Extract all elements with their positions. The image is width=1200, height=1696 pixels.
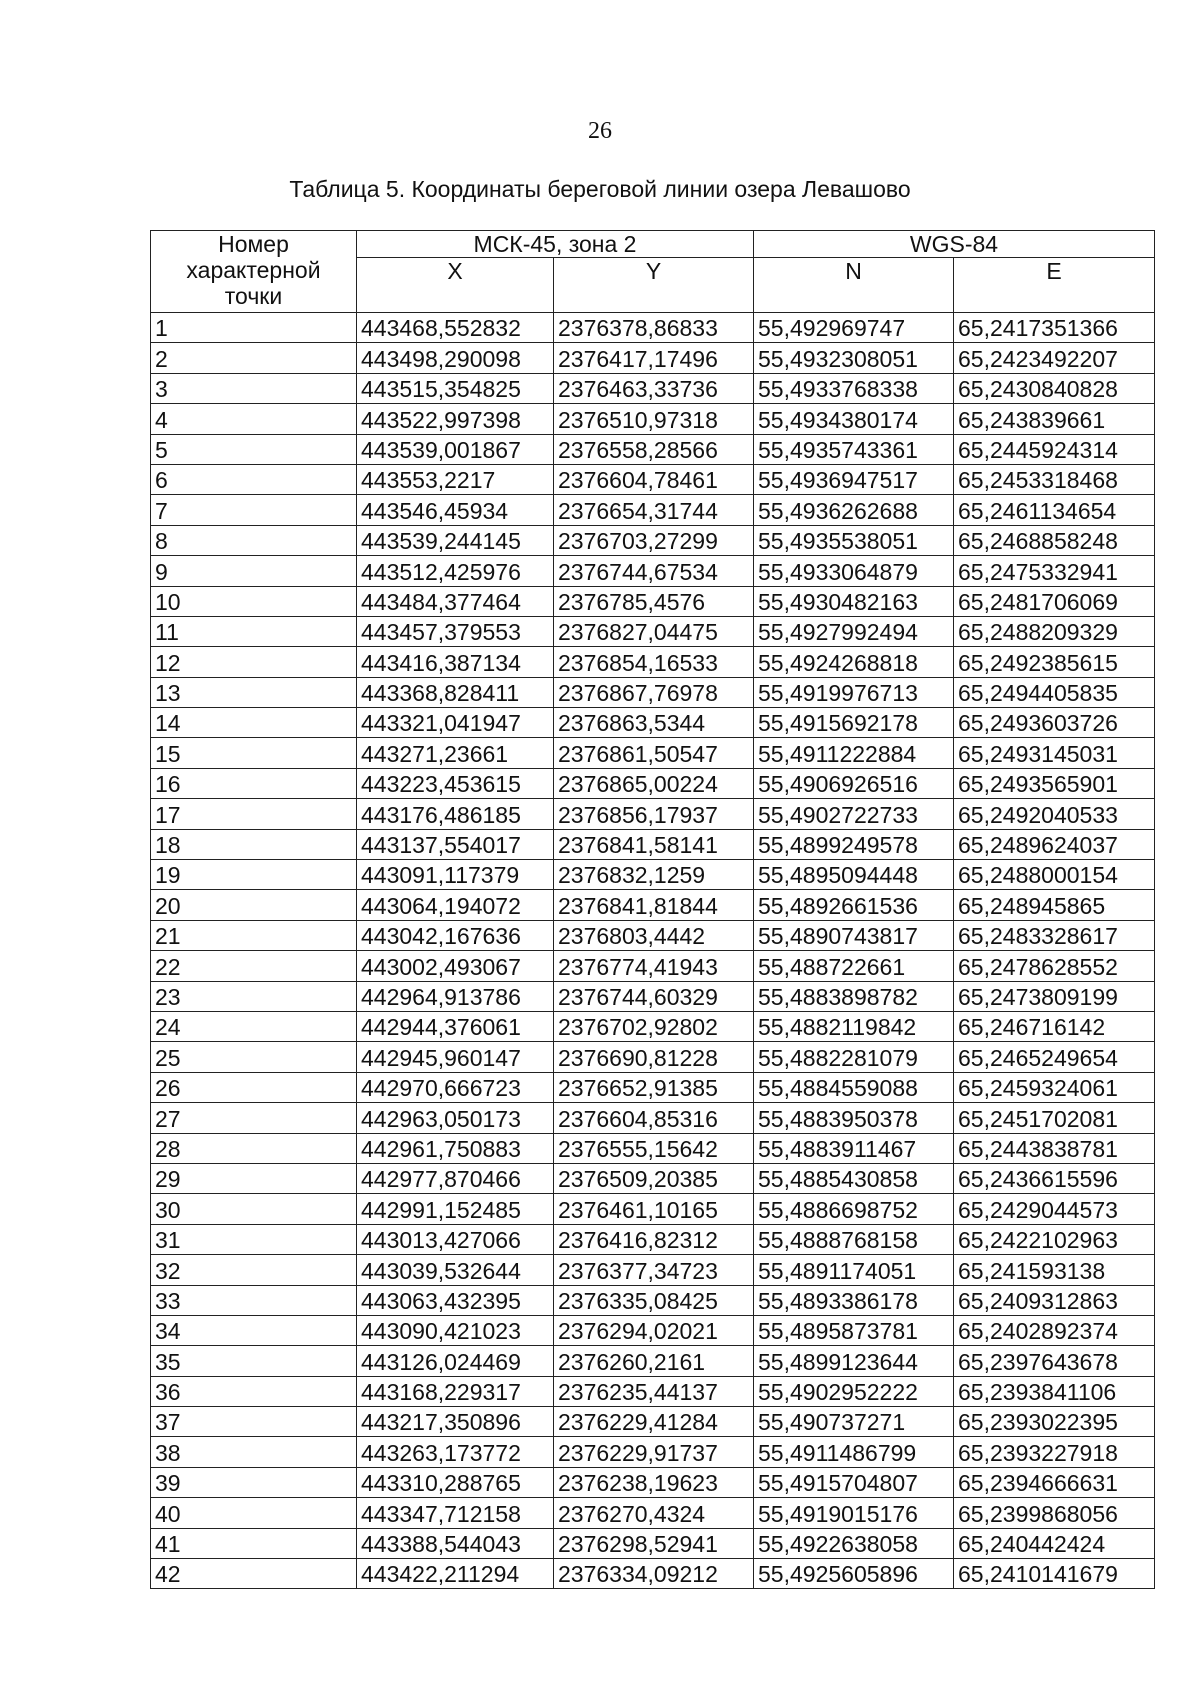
point-number-cell: 22 [151,951,357,981]
e-cell: 65,240442424 [954,1528,1155,1558]
table-row [151,1528,1155,1558]
y-cell: 2376832,1259 [554,860,754,890]
e-cell: 65,2402892374 [954,1315,1155,1345]
e-cell: 65,2494405835 [954,677,1155,707]
point-number-cell: 8 [151,525,357,555]
e-cell: 65,2393022395 [954,1407,1155,1437]
table-row [151,1011,1155,1041]
point-number-cell: 3 [151,373,357,403]
table-row [151,343,1155,373]
x-cell: 443176,486185 [357,799,554,829]
table-row [151,1133,1155,1163]
table-row [151,464,1155,494]
n-cell: 55,4927992494 [754,616,954,646]
y-cell: 2376803,4442 [554,920,754,950]
point-number-cell: 1 [151,313,357,343]
y-cell: 2376703,27299 [554,525,754,555]
n-cell: 55,4888768158 [754,1224,954,1254]
point-number-cell: 15 [151,738,357,768]
x-cell: 443013,427066 [357,1224,554,1254]
x-cell: 443126,024469 [357,1346,554,1376]
table-row [151,799,1155,829]
table-row [151,981,1155,1011]
point-number-cell: 6 [151,464,357,494]
table-row [151,920,1155,950]
n-cell: 55,4911486799 [754,1437,954,1467]
table-row [151,1376,1155,1406]
point-number-cell: 24 [151,1011,357,1041]
x-cell: 442970,666723 [357,1072,554,1102]
n-cell: 55,4883898782 [754,981,954,1011]
table-row [151,1346,1155,1376]
n-cell: 55,4933064879 [754,556,954,586]
e-cell: 65,2459324061 [954,1072,1155,1102]
e-cell: 65,2461134654 [954,495,1155,525]
y-cell: 2376604,85316 [554,1103,754,1133]
coordinates-table [150,230,1155,1589]
point-number-cell: 7 [151,495,357,525]
n-cell: 55,4895094448 [754,860,954,890]
table-row [151,1042,1155,1072]
n-cell: 55,4895873781 [754,1315,954,1345]
n-cell: 55,4936947517 [754,464,954,494]
y-cell: 2376260,2161 [554,1346,754,1376]
x-cell: 443137,554017 [357,829,554,859]
y-cell: 2376298,52941 [554,1528,754,1558]
point-number-cell: 19 [151,860,357,890]
header-x: X [357,258,554,313]
y-cell: 2376378,86833 [554,313,754,343]
n-cell: 55,4883911467 [754,1133,954,1163]
e-cell: 65,2493145031 [954,738,1155,768]
y-cell: 2376510,97318 [554,404,754,434]
x-cell: 443217,350896 [357,1407,554,1437]
point-number-cell: 33 [151,1285,357,1315]
point-number-cell: 37 [151,1407,357,1437]
y-cell: 2376463,33736 [554,373,754,403]
point-number-cell: 36 [151,1376,357,1406]
n-cell: 55,4906926516 [754,768,954,798]
point-number-cell: 41 [151,1528,357,1558]
table-row [151,647,1155,677]
y-cell: 2376555,15642 [554,1133,754,1163]
e-cell: 65,2488209329 [954,616,1155,646]
point-number-cell: 5 [151,434,357,464]
point-number-cell: 14 [151,708,357,738]
table-row [151,434,1155,464]
x-cell: 443515,354825 [357,373,554,403]
point-number-cell: 27 [151,1103,357,1133]
header-n: N [754,258,954,313]
y-cell: 2376335,08425 [554,1285,754,1315]
n-cell: 55,4883950378 [754,1103,954,1133]
y-cell: 2376238,19623 [554,1467,754,1497]
e-cell: 65,2493565901 [954,768,1155,798]
x-cell: 443368,828411 [357,677,554,707]
n-cell: 55,492969747 [754,313,954,343]
n-cell: 55,4934380174 [754,404,954,434]
point-number-cell: 29 [151,1163,357,1193]
x-cell: 443263,173772 [357,1437,554,1467]
e-cell: 65,2478628552 [954,951,1155,981]
x-cell: 443522,997398 [357,404,554,434]
x-cell: 443546,45934 [357,495,554,525]
e-cell: 65,2492040533 [954,799,1155,829]
e-cell: 65,2429044573 [954,1194,1155,1224]
table-row [151,1103,1155,1133]
n-cell: 55,4915704807 [754,1467,954,1497]
x-cell: 442961,750883 [357,1133,554,1163]
table-row [151,951,1155,981]
n-cell: 55,4902722733 [754,799,954,829]
e-cell: 65,2443838781 [954,1133,1155,1163]
y-cell: 2376841,81844 [554,890,754,920]
x-cell: 443388,544043 [357,1528,554,1558]
n-cell: 55,4911222884 [754,738,954,768]
n-cell: 55,490737271 [754,1407,954,1437]
point-number-cell: 40 [151,1498,357,1528]
e-cell: 65,2475332941 [954,556,1155,586]
n-cell: 55,4899123644 [754,1346,954,1376]
table-row [151,313,1155,343]
point-number-cell: 17 [151,799,357,829]
table-row [151,677,1155,707]
point-number-cell: 39 [151,1467,357,1497]
y-cell: 2376867,76978 [554,677,754,707]
n-cell: 55,4935743361 [754,434,954,464]
y-cell: 2376461,10165 [554,1194,754,1224]
n-cell: 55,4886698752 [754,1194,954,1224]
header-e: E [954,258,1155,313]
y-cell: 2376841,58141 [554,829,754,859]
e-cell: 65,2473809199 [954,981,1155,1011]
point-number-cell: 34 [151,1315,357,1345]
e-cell: 65,241593138 [954,1255,1155,1285]
e-cell: 65,2399868056 [954,1498,1155,1528]
e-cell: 65,2492385615 [954,647,1155,677]
x-cell: 443539,001867 [357,434,554,464]
table-row [151,1498,1155,1528]
table-row [151,616,1155,646]
n-cell: 55,4891174051 [754,1255,954,1285]
e-cell: 65,2481706069 [954,586,1155,616]
x-cell: 442964,913786 [357,981,554,1011]
x-cell: 442977,870466 [357,1163,554,1193]
header-point-number: Номер характерной точки [151,231,357,313]
n-cell: 55,4882281079 [754,1042,954,1072]
y-cell: 2376702,92802 [554,1011,754,1041]
x-cell: 442944,376061 [357,1011,554,1041]
point-number-cell: 12 [151,647,357,677]
point-number-cell: 13 [151,677,357,707]
table-row [151,495,1155,525]
e-cell: 65,248945865 [954,890,1155,920]
y-cell: 2376416,82312 [554,1224,754,1254]
y-cell: 2376774,41943 [554,951,754,981]
x-cell: 442963,050173 [357,1103,554,1133]
n-cell: 55,4915692178 [754,708,954,738]
n-cell: 55,4884559088 [754,1072,954,1102]
x-cell: 443091,117379 [357,860,554,890]
n-cell: 55,4925605896 [754,1559,954,1589]
n-cell: 55,4892661536 [754,890,954,920]
e-cell: 65,2410141679 [954,1559,1155,1589]
point-number-cell: 9 [151,556,357,586]
header-msk45-zone2: МСК-45, зона 2 [357,231,754,258]
table-row [151,1163,1155,1193]
table-row [151,829,1155,859]
point-number-cell: 23 [151,981,357,1011]
table-row [151,586,1155,616]
x-cell: 443039,532644 [357,1255,554,1285]
table-row [151,708,1155,738]
x-cell: 443321,041947 [357,708,554,738]
x-cell: 443310,288765 [357,1467,554,1497]
point-number-cell: 20 [151,890,357,920]
y-cell: 2376558,28566 [554,434,754,464]
point-number-cell: 26 [151,1072,357,1102]
x-cell: 443457,379553 [357,616,554,646]
e-cell: 65,2493603726 [954,708,1155,738]
e-cell: 65,2422102963 [954,1224,1155,1254]
n-cell: 55,4902952222 [754,1376,954,1406]
table-row [151,525,1155,555]
table-row [151,1224,1155,1254]
y-cell: 2376854,16533 [554,647,754,677]
table-body [151,313,1155,1589]
point-number-cell: 18 [151,829,357,859]
x-cell: 443539,244145 [357,525,554,555]
e-cell: 65,2417351366 [954,313,1155,343]
header-y: Y [554,258,754,313]
point-number-cell: 42 [151,1559,357,1589]
e-cell: 65,2488000154 [954,860,1155,890]
e-cell: 65,2393227918 [954,1437,1155,1467]
x-cell: 443042,167636 [357,920,554,950]
x-cell: 443168,229317 [357,1376,554,1406]
y-cell: 2376861,50547 [554,738,754,768]
table-title: Таблица 5. Координаты береговой линии озера Левашово [289,176,911,202]
table-row [151,738,1155,768]
e-cell: 65,2397643678 [954,1346,1155,1376]
e-cell: 65,2445924314 [954,434,1155,464]
y-cell: 2376229,91737 [554,1437,754,1467]
table-row [151,1437,1155,1467]
x-cell: 443063,432395 [357,1285,554,1315]
table-row [151,1285,1155,1315]
y-cell: 2376229,41284 [554,1407,754,1437]
x-cell: 443553,2217 [357,464,554,494]
n-cell: 55,4924268818 [754,647,954,677]
x-cell: 443468,552832 [357,313,554,343]
y-cell: 2376865,00224 [554,768,754,798]
page-number: 26 [588,118,612,144]
table-row [151,1559,1155,1589]
point-number-cell: 11 [151,616,357,646]
y-cell: 2376294,02021 [554,1315,754,1345]
table-row [151,1072,1155,1102]
y-cell: 2376863,5344 [554,708,754,738]
x-cell: 443064,194072 [357,890,554,920]
point-number-cell: 16 [151,768,357,798]
n-cell: 55,4930482163 [754,586,954,616]
table-row [151,404,1155,434]
y-cell: 2376652,91385 [554,1072,754,1102]
e-cell: 65,2483328617 [954,920,1155,950]
table-row [151,373,1155,403]
y-cell: 2376509,20385 [554,1163,754,1193]
point-number-cell: 32 [151,1255,357,1285]
y-cell: 2376744,67534 [554,556,754,586]
x-cell: 442945,960147 [357,1042,554,1072]
e-cell: 65,246716142 [954,1011,1155,1041]
point-number-cell: 2 [151,343,357,373]
y-cell: 2376235,44137 [554,1376,754,1406]
y-cell: 2376604,78461 [554,464,754,494]
y-cell: 2376654,31744 [554,495,754,525]
e-cell: 65,2409312863 [954,1285,1155,1315]
table-row [151,768,1155,798]
point-number-cell: 21 [151,920,357,950]
y-cell: 2376377,34723 [554,1255,754,1285]
x-cell: 443484,377464 [357,586,554,616]
e-cell: 65,2436615596 [954,1163,1155,1193]
table-row [151,1315,1155,1345]
n-cell: 55,4885430858 [754,1163,954,1193]
n-cell: 55,4932308051 [754,343,954,373]
header-wgs84: WGS-84 [754,231,1155,258]
table-row [151,1407,1155,1437]
table-row [151,890,1155,920]
y-cell: 2376417,17496 [554,343,754,373]
point-number-cell: 31 [151,1224,357,1254]
point-number-cell: 4 [151,404,357,434]
x-cell: 443416,387134 [357,647,554,677]
table-row [151,1467,1155,1497]
e-cell: 65,2453318468 [954,464,1155,494]
y-cell: 2376785,4576 [554,586,754,616]
point-number-cell: 28 [151,1133,357,1163]
n-cell: 55,4933768338 [754,373,954,403]
e-cell: 65,2451702081 [954,1103,1155,1133]
point-number-cell: 25 [151,1042,357,1072]
point-number-cell: 30 [151,1194,357,1224]
n-cell: 55,4922638058 [754,1528,954,1558]
e-cell: 65,2468858248 [954,525,1155,555]
table-row [151,1194,1155,1224]
y-cell: 2376856,17937 [554,799,754,829]
y-cell: 2376690,81228 [554,1042,754,1072]
x-cell: 443271,23661 [357,738,554,768]
e-cell: 65,2465249654 [954,1042,1155,1072]
e-cell: 65,2423492207 [954,343,1155,373]
n-cell: 55,4882119842 [754,1011,954,1041]
table-row [151,860,1155,890]
table-row [151,556,1155,586]
e-cell: 65,243839661 [954,404,1155,434]
n-cell: 55,4919976713 [754,677,954,707]
x-cell: 443498,290098 [357,343,554,373]
x-cell: 443422,211294 [357,1559,554,1589]
n-cell: 55,4919015176 [754,1498,954,1528]
n-cell: 55,4899249578 [754,829,954,859]
n-cell: 55,4893386178 [754,1285,954,1315]
e-cell: 65,2430840828 [954,373,1155,403]
x-cell: 443512,425976 [357,556,554,586]
point-number-cell: 10 [151,586,357,616]
y-cell: 2376827,04475 [554,616,754,646]
e-cell: 65,2489624037 [954,829,1155,859]
x-cell: 442991,152485 [357,1194,554,1224]
x-cell: 443347,712158 [357,1498,554,1528]
x-cell: 443002,493067 [357,951,554,981]
n-cell: 55,4935538051 [754,525,954,555]
table-row [151,1255,1155,1285]
point-number-cell: 35 [151,1346,357,1376]
point-number-cell: 38 [151,1437,357,1467]
y-cell: 2376744,60329 [554,981,754,1011]
y-cell: 2376334,09212 [554,1559,754,1589]
e-cell: 65,2394666631 [954,1467,1155,1497]
x-cell: 443223,453615 [357,768,554,798]
e-cell: 65,2393841106 [954,1376,1155,1406]
x-cell: 443090,421023 [357,1315,554,1345]
n-cell: 55,488722661 [754,951,954,981]
y-cell: 2376270,4324 [554,1498,754,1528]
n-cell: 55,4936262688 [754,495,954,525]
n-cell: 55,4890743817 [754,920,954,950]
